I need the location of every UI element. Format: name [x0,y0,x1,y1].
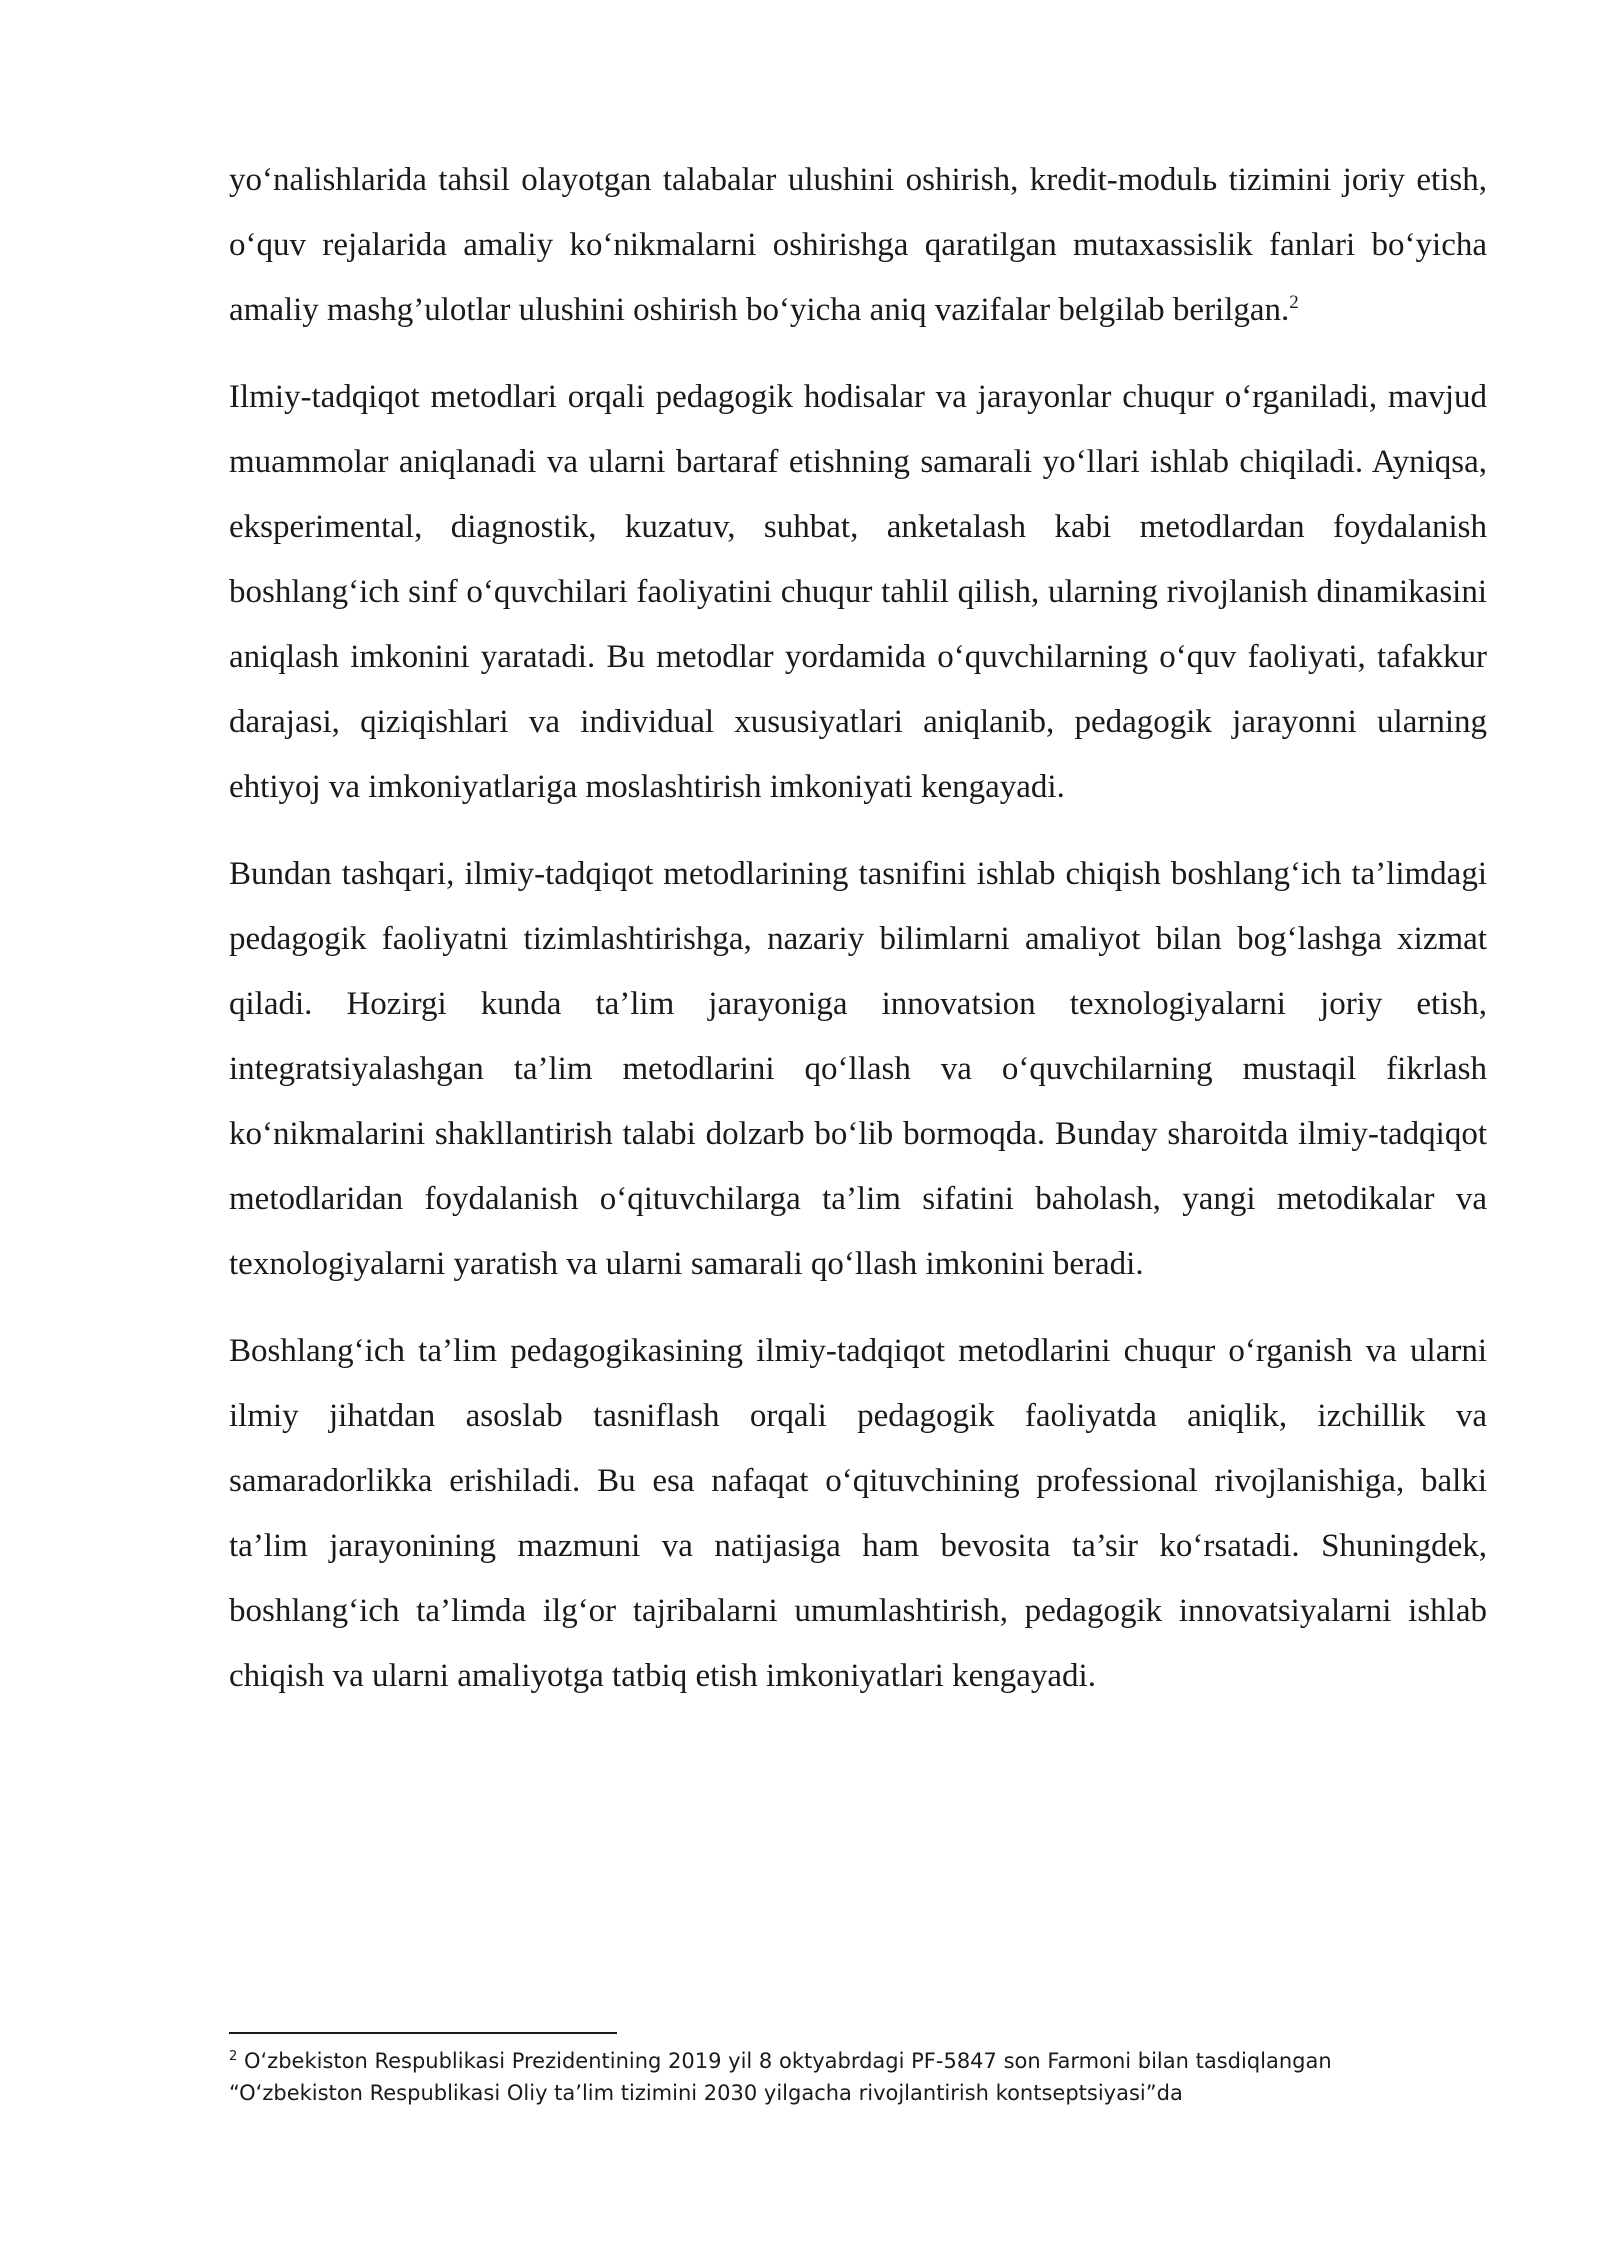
paragraph-4: Boshlangʻich ta’lim pedagogikasining ilmiy-tadqiqot metodlarini chuqur oʻrganish va ularni ilmiy jihatdan asoslab tasniflash orqali pedagogik faoliyatda aniqlik, izchillik va samaradorlikka erishiladi. Bu esa nafaqat oʻqituvchining professional rivojlanishiga, balki ta’lim jarayonining mazmuni va natijasiga ham bevosita ta’sir koʻrsatadi. Shuningdek, boshlangʻich ta’limda ilgʻor tajribalarni umumlashtirish, pedagogik innovatsiyalarni ishlab chiqish va ularni amaliyotga tatbiq etish imkoniyatlari kengayadi. [229,1333,1487,1694]
footnote-line-1-text: Oʻzbekiston Respublikasi Prezidentining 2019 yil 8 oktyabrdagi PF-5847 son Farmoni bilan tasdiqlangan [243,2049,1332,2073]
paragraph-2: Ilmiy-tadqiqot metodlari orqali pedagogik hodisalar va jarayonlar chuqur oʻrganiladi, mavjud muammolar aniqlanadi va ularni bartaraf etishning samarali yoʻllari ishlab chiqiladi. Ayniqsa, eksperimental, diagnostik, kuzatuv, suhbat, anketalash kabi metodlardan foydalanish boshlangʻich sinf oʻquvchilari faoliyatini chuqur tahlil qilish, ularning rivojlanish dinamikasini aniqlash imkonini yaratadi. Bu metodlar yordamida oʻquvchilarning oʻquv faoliyati, tafakkur darajasi, qiziqishlari va individual xususiyatlari aniqlanib, pedagogik jarayonni ularning ehtiyoj va imkoniyatlariga moslashtirish imkoniyati kengayadi. [229,379,1487,805]
footnote-number: 2 [229,2049,238,2064]
footnote-separator [229,2032,617,2034]
body-text [229,148,1487,1731]
footnote-reference[interactable]: 2 [1289,292,1299,313]
footnote-line-1 [229,2045,1487,2077]
footnote-line-2: “Oʻzbekiston Respublikasi Oliy ta’lim tizimini 2030 yilgacha rivojlantirish kontseptsiyasi”da [229,2081,1183,2105]
footnote [229,2045,1487,2109]
paragraph-1-text: yoʻnalishlarida tahsil olayotgan talabalar ulushini oshirish, kredit-modulь tizimini joriy etish, oʻquv rejalarida amaliy koʻnikmalarni oshirishga qaratilgan mutaxassislik fanlari boʻyicha amaliy mashg’ulotlar ulushini oshirish boʻyicha aniq vazifalar belgilab berilgan. [229,162,1487,328]
paragraph-1 [229,148,1487,343]
paragraph-3: Bundan tashqari, ilmiy-tadqiqot metodlarining tasnifini ishlab chiqish boshlangʻich ta’limdagi pedagogik faoliyatni tizimlashtirishga, nazariy bilimlarni amaliyot bilan bogʻlashga xizmat qiladi. Hozirgi kunda ta’lim jarayoniga innovatsion texnologiyalarni joriy etish, integratsiyalashgan ta’lim metodlarini qoʻllash va oʻquvchilarning mustaqil fikrlash koʻnikmalarini shakllantirish talabi dolzarb boʻlib bormoqda. Bunday sharoitda ilmiy-tadqiqot metodlaridan foydalanish oʻqituvchilarga ta’lim sifatini baholash, yangi metodikalar va texnologiyalarni yaratish va ularni samarali qoʻllash imkonini beradi. [229,856,1487,1282]
